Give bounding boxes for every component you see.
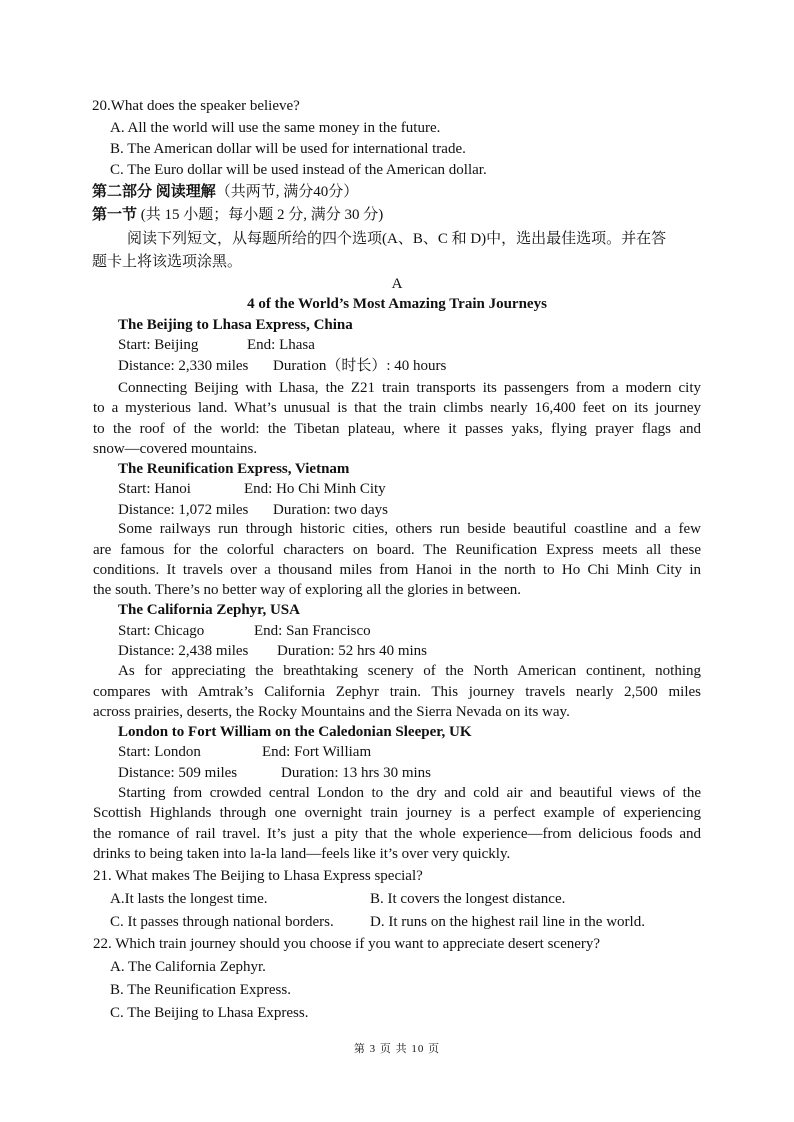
journey-4-distance: Distance: 509 miles xyxy=(118,765,238,781)
question-21-option-d: D. It runs on the highest rail line in the world. xyxy=(370,914,645,930)
journey-4-duration: Duration: 13 hrs 30 mins xyxy=(281,765,431,781)
section-1-title: 第一节 xyxy=(92,207,138,223)
journey-4-text-line-3: the romance of rail travel. It’s just a pity that the whole experience—from delicious foods and xyxy=(93,826,701,842)
passage-label: A xyxy=(391,276,403,292)
journey-2-distance: Distance: 1,072 miles xyxy=(118,502,249,518)
journey-4-text-line-1: Starting from crowded central London to the dry and cold air and beautiful views of the xyxy=(118,785,701,801)
journey-1-text-line-4: snow—covered mountains. xyxy=(93,441,258,457)
journey-3-distance: Distance: 2,438 miles xyxy=(118,643,249,659)
question-22-stem: 22. Which train journey should you choose if you want to appreciate desert scenery? xyxy=(93,936,601,952)
journey-3-text-line-2: compares with Amtrak’s California Zephyr train. This journey travels nearly 2,500 miles xyxy=(93,684,701,700)
question-22-option-c: C. The Beijing to Lhasa Express. xyxy=(110,1005,309,1021)
question-20-option-c: C. The Euro dollar will be used instead of the American dollar. xyxy=(110,162,487,178)
question-20-stem: 20.What does the speaker believe? xyxy=(92,98,300,114)
journey-4-text-line-2: Scottish Highlands through one overnight train journey is a perfect example of experiencing xyxy=(93,805,701,821)
question-20-option-a: A. All the world will use the same money in the future. xyxy=(110,120,441,136)
journey-2-text-line-4: the south. There’s no better way of exploring all the glories in between. xyxy=(93,582,521,598)
part-2-heading xyxy=(92,182,358,202)
part-2-title: 第二部分 阅读理解 xyxy=(92,184,216,200)
journey-2-end: End: Ho Chi Minh City xyxy=(244,481,386,497)
journey-3-end: End: San Francisco xyxy=(254,623,371,639)
journey-1-text-line-2: to a mysterious land. What’s unusual is that the train climbs nearly 16,400 feet on its journey xyxy=(93,400,701,416)
question-22-option-b: B. The Reunification Express. xyxy=(110,982,291,998)
journey-4-text-line-4: drinks to being taken into la-la land—feels like it’s over very quickly. xyxy=(93,846,511,862)
journey-1-text-line-3: to the roof of the world: the Tibetan plateau, where it passes yaks, flying prayer flags and xyxy=(93,421,701,437)
question-22-option-a: A. The California Zephyr. xyxy=(110,959,266,975)
passage-title: 4 of the World’s Most Amazing Train Journeys xyxy=(247,296,547,312)
journey-3-name: The California Zephyr, USA xyxy=(118,602,300,618)
journey-2-text-line-2: are famous for the colorful characters on board. The Reunification Express meets all these xyxy=(93,542,701,558)
journey-3-text-line-1: As for appreciating the breathtaking scenery of the North American continent, nothing xyxy=(118,663,701,679)
journey-3-start: Start: Chicago xyxy=(118,623,205,639)
section-1-score-note: (共 15 小题；每小题 2 分, 满分 30 分) xyxy=(137,207,384,223)
instruction-line-1: 阅读下列短文，从每题所给的四个选项(A、B、C 和 D)中，选出最佳选项。并在答 xyxy=(127,231,667,247)
journey-3-text-line-3: across prairies, deserts, the Rocky Mountains and the Sierra Nevada on its way. xyxy=(93,704,570,720)
journey-2-start: Start: Hanoi xyxy=(118,481,191,497)
journey-4-end: End: Fort William xyxy=(262,744,372,760)
journey-2-name: The Reunification Express, Vietnam xyxy=(118,461,350,477)
journey-1-text-line-1: Connecting Beijing with Lhasa, the Z21 train transports its passengers from a modern city xyxy=(118,380,701,396)
question-20-option-b: B. The American dollar will be used for international trade. xyxy=(110,141,466,157)
question-21-stem: 21. What makes The Beijing to Lhasa Express special? xyxy=(93,868,423,884)
journey-1-name: The Beijing to Lhasa Express, China xyxy=(118,317,353,333)
journey-2-duration: Duration: two days xyxy=(273,502,388,518)
instruction-line-2: 题卡上将该选项涂黑。 xyxy=(92,254,243,270)
question-21-option-a: A.It lasts the longest time. xyxy=(110,891,268,907)
page-footer: 第 3 页 共 10 页 xyxy=(353,1043,441,1055)
question-21-option-c: C. It passes through national borders. xyxy=(110,914,334,930)
part-2-score-note: （共两节, 满分40分） xyxy=(215,184,359,200)
section-1-heading xyxy=(92,205,383,225)
journey-1-duration: Duration（时长）: 40 hours xyxy=(273,358,447,374)
journey-4-start: Start: London xyxy=(118,744,201,760)
journey-1-start: Start: Beijing xyxy=(118,337,199,353)
journey-1-end: End: Lhasa xyxy=(247,337,315,353)
journey-3-duration: Duration: 52 hrs 40 mins xyxy=(277,643,427,659)
question-21-option-b: B. It covers the longest distance. xyxy=(370,891,566,907)
journey-2-text-line-1: Some railways run through historic cities, others run beside beautiful coastline and a few xyxy=(118,521,701,537)
journey-4-name: London to Fort William on the Caledonian Sleeper, UK xyxy=(118,724,472,740)
journey-2-text-line-3: conditions. It travels over a thousand miles from Hanoi in the north to Ho Chi Minh City in xyxy=(93,562,701,578)
journey-1-distance: Distance: 2,330 miles xyxy=(118,358,249,374)
